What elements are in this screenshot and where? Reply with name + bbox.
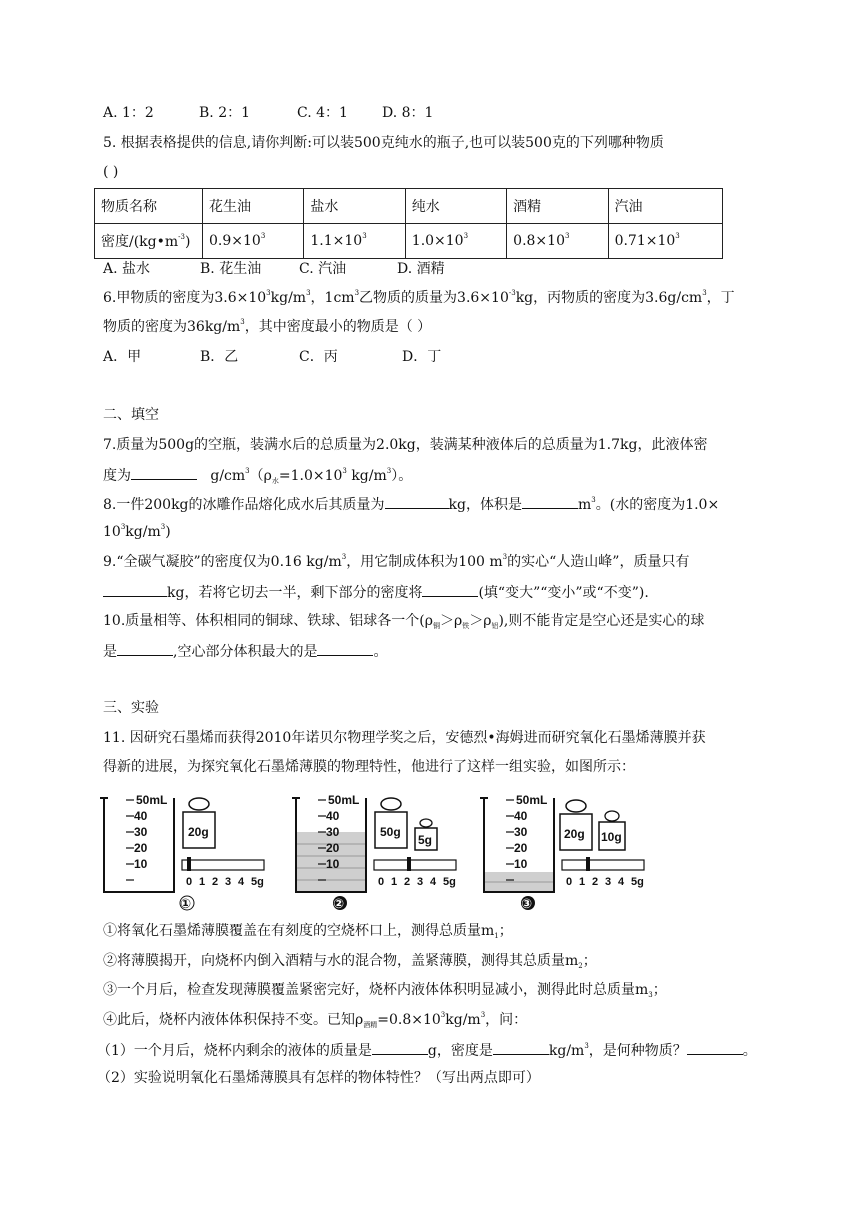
scale-ruler — [562, 860, 644, 870]
table-cell: $0.9\times 10^3$ — [203, 224, 304, 259]
q6-option-c: C．丙 — [299, 349, 338, 365]
svg-text:5g: 5g — [443, 876, 456, 888]
q4-option-d: D. 8：1 — [382, 105, 434, 121]
q11-step3: ③一个月后，检查发现薄膜覆盖紧密完好，烧杯内液体体积明显减小，测得此时总质量$m_3$； — [103, 982, 667, 999]
scale-rider — [586, 857, 590, 871]
table-header-cell: 酒精 — [507, 189, 608, 224]
q11-step1: ①将氧化石墨烯薄膜覆盖在有刻度的空烧杯口上，测得总质量$m_1$； — [103, 923, 513, 940]
answer-blank[interactable] — [131, 465, 197, 480]
beaker-tick: 30 — [134, 825, 148, 839]
q6-option-d: D．丁 — [402, 349, 442, 365]
table-cell: $1.1\times 10^3$ — [304, 224, 405, 259]
svg-text:4: 4 — [618, 876, 625, 888]
answer-blank[interactable] — [117, 641, 173, 656]
beaker-capacity-label: 50mL — [516, 793, 548, 807]
q11-line1: 11. 因研究石墨烯而获得2010年诺贝尔物理学奖之后，安德烈•海姆进而研究氧化石墨烯薄膜并获 — [103, 730, 706, 746]
q4-option-a: A. 1：2 — [103, 105, 154, 121]
q11-step2: ②将薄膜揭开，向烧杯内倒入酒精与水的混合物，盖紧薄膜，测得其总质量$m_2$； — [103, 953, 597, 970]
figure-label: ③ — [521, 896, 533, 911]
q4-option-b: B. 2：1 — [199, 105, 251, 121]
answer-blank[interactable] — [493, 1040, 549, 1055]
beaker-tick: 30 — [514, 825, 528, 839]
q9-line2: kg，若将它切去一半，剩下部分的密度将 (填“变大”“变小”或“不变”). — [103, 582, 649, 602]
beaker-tick: 20 — [514, 841, 528, 855]
table-cell: $0.71\times 10^3$ — [608, 224, 722, 259]
q11-sub2: （2）实验说明氧化石墨烯薄膜具有怎样的物体特性？（写出两点即可） — [97, 1070, 540, 1086]
beaker-tick: 40 — [514, 809, 528, 823]
section-heading-experiment: 三、实验 — [103, 700, 159, 716]
svg-text:1: 1 — [199, 876, 206, 888]
svg-text:2: 2 — [592, 876, 599, 888]
beaker-tick: 10 — [326, 857, 340, 871]
table-header-cell: 纯水 — [405, 189, 506, 224]
table-cell: $0.8\times 10^3$ — [507, 224, 608, 259]
answer-blank[interactable] — [422, 582, 478, 597]
svg-text:0: 0 — [378, 876, 385, 888]
q4-options — [103, 104, 433, 122]
svg-text:3: 3 — [605, 876, 612, 888]
table-header-row — [95, 189, 723, 224]
svg-text:1: 1 — [391, 876, 398, 888]
answer-blank[interactable] — [687, 1040, 743, 1055]
beaker-tick: 20 — [326, 841, 340, 855]
q5-option-b: B. 花生油 — [200, 261, 262, 277]
q6-line2: 物质的密度为$36kg/m^3$，其中密度最小的物质是（ ） — [103, 318, 432, 335]
q7-line2: 度为 $g/cm^3(\rho_水=1.0\times 10^3$ $kg/m^3$）。 — [103, 467, 413, 485]
weight-label: 20g — [188, 825, 209, 839]
scale-rider — [187, 857, 191, 871]
q10-line1: 10.质量相等、体积相同的铜球、铁球、铝球各一个$(\rho_铜>\rho_铁>\rho_铝)$,则不能肯定是空心还是实心的球 — [103, 613, 705, 630]
svg-text:2: 2 — [212, 876, 219, 888]
weight-label: 10g — [601, 830, 622, 844]
answer-blank[interactable] — [317, 641, 373, 656]
table-row — [95, 224, 723, 259]
q11-line2: 得新的进展，为探究氧化石墨烯薄膜的物理特性，他进行了这样一组实验，如图所示： — [103, 759, 635, 775]
svg-text:2: 2 — [404, 876, 411, 888]
q10-line2: 是 ,空心部分体积最大的是 。 — [103, 641, 387, 661]
q5-stem: 5. 根据表格提供的信息,请你判断:可以装500克纯水的瓶子,也可以装500克的下列哪种物质 — [103, 135, 664, 151]
q6-option-a: A．甲 — [103, 349, 142, 365]
beaker-capacity-label: 50mL — [136, 793, 168, 807]
weight-label: 20g — [564, 827, 585, 841]
beaker-tick: 40 — [134, 809, 148, 823]
svg-text:5g: 5g — [251, 876, 264, 888]
svg-text:1: 1 — [579, 876, 586, 888]
density-table — [94, 188, 723, 259]
q6-option-b: B．乙 — [200, 349, 239, 365]
q5-options — [103, 260, 445, 278]
svg-text:4: 4 — [430, 876, 437, 888]
q11-sub1: （1）一个月后，烧杯内剩余的液体的质量是 g，密度是 $kg/m^3$，是何种物质？ 。 — [97, 1042, 757, 1059]
beaker-tick: 10 — [514, 857, 528, 871]
figure-3 — [480, 793, 644, 911]
weight-label: 5g — [418, 833, 433, 847]
q9-line1: 9.“全碳气凝胶”的密度仅为0.16 $kg/m^3$，用它制成体积为100 $m^3$的实心“人造山峰”，质量只有 — [103, 553, 690, 570]
answer-blank[interactable] — [103, 582, 167, 597]
q5-paren: ( ) — [103, 164, 119, 180]
q5-option-a: A. 盐水 — [103, 261, 151, 277]
table-cell: $1.0\times 10^3$ — [405, 224, 506, 259]
weight-label: 50g — [380, 825, 401, 839]
section-heading-fill: 二、填空 — [103, 407, 159, 423]
q5-option-d: D. 酒精 — [397, 261, 445, 277]
experiment-figures — [98, 788, 678, 912]
q6-line1: 6.甲物质的密度为$3.6\times 10^3kg/m^3$，$1cm^3$乙物质的质量为$3.6\times 10^{-3}kg$，丙物质的密度为$3.6g/cm^3$，丁 — [103, 289, 735, 306]
scale-rider — [407, 857, 411, 871]
table-header-cell: 花生油 — [203, 189, 304, 224]
q7-line1: 7.质量为500g的空瓶，装满水后的总质量为2.0kg，装满某种液体后的总质量为1.7kg，此液体密 — [103, 437, 708, 453]
figure-1 — [100, 793, 264, 911]
q6-options — [103, 348, 441, 366]
table-header-cell: 盐水 — [304, 189, 405, 224]
q4-option-c: C. 4：1 — [297, 105, 348, 121]
scale-ruler — [182, 860, 264, 870]
scale-ruler — [374, 860, 456, 870]
beaker-tick: 20 — [134, 841, 148, 855]
q8-line1: 8.一件200kg的冰雕作品熔化成水后其质量为 kg，体积是 $m^3$。(水的密度为1.0× — [103, 496, 720, 513]
q5-option-c: C. 汽油 — [299, 261, 347, 277]
table-header-cell: 物质名称 — [95, 189, 203, 224]
svg-text:5g: 5g — [631, 876, 644, 888]
svg-text:0: 0 — [186, 876, 193, 888]
svg-text:0: 0 — [566, 876, 573, 888]
answer-blank[interactable] — [385, 494, 449, 509]
q11-step4: ④此后，烧杯内液体体积保持不变。已知$\rho_{酒精}=0.8\times 10^3kg/m^3$，问： — [103, 1011, 528, 1029]
table-header-cell: 汽油 — [608, 189, 722, 224]
row-label: 密度$/(kg•m^{-3})$ — [95, 224, 203, 259]
figure-label: ② — [333, 896, 345, 911]
figure-label: ① — [180, 896, 192, 911]
figure-2 — [292, 793, 456, 911]
svg-text:4: 4 — [238, 876, 245, 888]
beaker-tick: 10 — [134, 857, 148, 871]
beaker-capacity-label: 50mL — [328, 793, 360, 807]
beaker-tick: 40 — [326, 809, 340, 823]
svg-text:3: 3 — [225, 876, 232, 888]
svg-text:3: 3 — [417, 876, 424, 888]
beaker-tick: 30 — [326, 825, 340, 839]
answer-blank[interactable] — [372, 1040, 428, 1055]
q8-line2: $10^3kg/m^3$) — [103, 523, 171, 540]
answer-blank[interactable] — [522, 494, 578, 509]
